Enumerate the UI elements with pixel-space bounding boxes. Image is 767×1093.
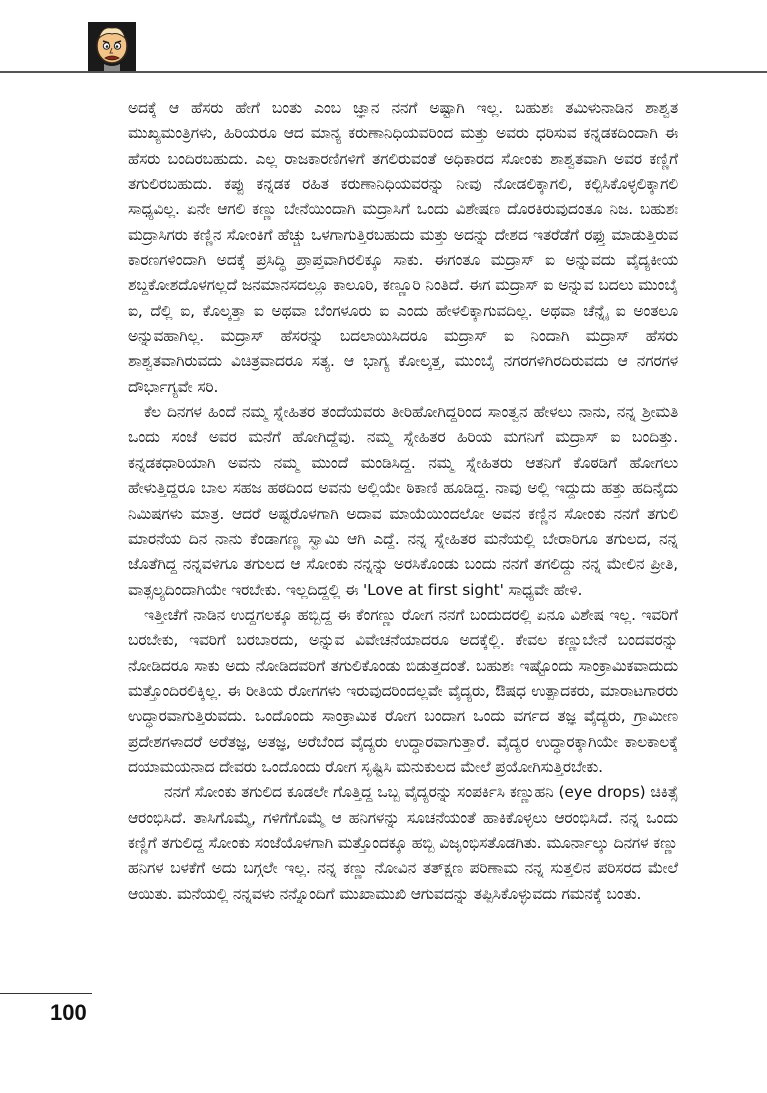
footer-divider [0,993,92,994]
header-divider [0,71,767,73]
paragraph-1: ಅದಕ್ಕೆ ಆ ಹೆಸರು ಹೇಗೆ ಬಂತು ಎಂಬ ಜ್ಞಾನ ನನಗೆ ಅಷ್ಟಾಗಿ ಇಲ್ಲ. ಬಹುಶಃ ತಮಿಳುನಾಡಿನ ಶಾಶ್ವತ ಮುಖ್ಯಮಂತ್ರಿಗಳು, ಹಿರಿಯರೂ ಆದ ಮಾನ್ಯ ಕರುಣಾನಿಧಿಯವರಿಂದ ಮತ್ತು ಅವರು ಧರಿಸುವ ಕನ್ನಡಕದಿಂದಾಗಿ ಈ ಹೆಸರು ಬಂದಿರಬಹುದು. ಎಲ್ಲ ರಾಜಕಾರಣಿಗಳಿಗೆ ತಗಲಿರುವಂತೆ ಅಧಿಕಾರದ ಸೋಂಕು ಶಾಶ್ವತವಾಗಿ ಅವರ ಕಣ್ಣಿಗೆ ತಗುಲಿರಬಹುದು. ಕಪ್ಪು ಕನ್ನಡಕ ರಹಿತ ಕರುಣಾನಿಧಿಯವರನ್ನು ನೀವು ನೋಡಲಿಕ್ಕಾಗಲಿ, ಕಲ್ಪಿಸಿಕೊಳ್ಳಲಿಕ್ಕಾಗಲಿ ಸಾಧ್ಯವಿಲ್ಲ. ಏನೇ ಆಗಲಿ ಕಣ್ಣು ಬೇನೆಯಿಂದಾಗಿ ಮದ್ರಾಸಿಗೆ ಒಂದು ವಿಶೇಷಣ ದೊರಕಿರುವುದಂತೂ ನಿಜ. ಬಹುಶಃ ಮದ್ರಾಸಿಗರು ಕಣ್ಣಿನ ಸೋಂಕಿಗೆ ಹೆಚ್ಚು ಒಳಗಾಗುತ್ತಿರಬಹುದು ಮತ್ತು ಅದನ್ನು ದೇಶದ ಇತರೆಡೆಗೆ ರಫ್ತು ಮಾಡುತ್ತಿರುವ ಕಾರಣಗಳಿಂದಾಗಿ ಅದಕ್ಕೆ ಪ್ರಸಿದ್ಧಿ ಪ್ರಾಪ್ತವಾಗಿರಲಿಕ್ಕೂ ಸಾಕು. ಈಗಂತೂ ಮದ್ರಾಸ್ ಐ ಅನ್ನುವದು ವೈದ್ಯಕೀಯ ಶಬ್ದಕೋಶದೊಳಗಲ್ಲದೆ ಜನಮಾನಸದಲ್ಲೂ ಕಾಲೂರಿ, ಕಣ್ಣೂರಿ ನಿಂತಿದೆ. ಈಗ ಮದ್ರಾಸ್ ಐ ಅನ್ನುವ ಬದಲು ಮುಂಬೈ ಐ, ದೆಲ್ಲಿ ಐ, ಕೊಲ್ಕತ್ತಾ ಐ ಅಥವಾ ಬೆಂಗಳೂರು ಐ ಎಂದು ಹೇಳಲಿಕ್ಕಾಗುವದಿಲ್ಲ. ಅಥವಾ ಚೆನ್ನೈ ಐ ಅಂತಲೂ ಅನ್ನುವಹಾಗಿಲ್ಲ. ಮದ್ರಾಸ್ ಹೆಸರನ್ನು ಬದಲಾಯಿಸಿದರೂ ಮದ್ರಾಸ್ ಐ ನಿಂದಾಗಿ ಮದ್ರಾಸ್ ಹೆಸರು ಶಾಶ್ವತವಾಗಿರುವದು ವಿಚಿತ್ರವಾದರೂ ಸತ್ಯ. ಆ ಭಾಗ್ಯ ಕೋಲ್ಕತ್ತ, ಮುಂಬೈ ನಗರಗಳಿಗಿರದಿರುವದು ಆ ನಗರಗಳ ದೌರ್ಭಾಗ್ಯವೇ ಸರಿ. [128,99,678,396]
cartoon-face-logo-icon [88,22,136,72]
body-text [128,96,678,907]
paragraph-3: ಇತ್ತೀಚೆಗೆ ನಾಡಿನ ಉದ್ದಗಲಕ್ಕೂ ಹಬ್ಬಿದ್ದ ಈ ಕೆಂಗಣ್ಣು ರೋಗ ನನಗೆ ಬಂದುದರಲ್ಲಿ ಏನೂ ವಿಶೇಷ ಇಲ್ಲ. ಇವರಿಗೆ ಬರಬೇಕು, ಇವರಿಗೆ ಬರಬಾರದು, ಅನ್ನುವ ವಿವೇಚನೆಯಾದರೂ ಅದಕ್ಕೆಲ್ಲಿ. ಕೇವಲ ಕಣ್ಣುಬೇನೆ ಬಂದವರನ್ನು ನೋಡಿದರೂ ಸಾಕು ಅದು ನೋಡಿದವರಿಗೆ ತಗುಲಿಕೊಂಡು ಬಿಡುತ್ತದಂತೆ. ಬಹುಶಃ ಇಷ್ಟೊಂದು ಸಾಂಕ್ರಾಮಿಕವಾದುದು ಮತ್ತೊಂದಿರಲಿಕ್ಕಿಲ್ಲ. ಈ ರೀತಿಯ ರೋಗಗಳು ಇರುವುದರಿಂದಲ್ಲವೇ ವೈದ್ಯರು, ಔಷಧ ಉತ್ಪಾದಕರು, ಮಾರಾಟಗಾರರು ಉದ್ಧಾರವಾಗುತ್ತಿರುವದು. ಒಂದೊಂದು ಸಾಂಕ್ರಾಮಿಕ ರೋಗ ಬಂದಾಗ ಒಂದು ವರ್ಗದ ತಜ್ಞ ವೈದ್ಯರು, ಗ್ರಾಮೀಣ ಪ್ರದೇಶಗಳಾದರೆ ಅರೆತಜ್ಞ, ಅತಜ್ಞ, ಅರೆಬೆಂದ ವೈದ್ಯರು ಉದ್ಧಾರವಾಗುತ್ತಾರೆ. ವೈದ್ಯರ ಉದ್ಧಾರಕ್ಕಾಗಿಯೇ ಕಾಲಕಾಲಕ್ಕೆ ದಯಾಮಯನಾದ ದೇವರು ಒಂದೊಂದು ರೋಗ ಸೃಷ್ಟಿಸಿ ಮನುಕುಲದ ಮೇಲೆ ಪ್ರಯೋಗಿಸುತ್ತಿರಬೇಕು. [128,605,678,776]
page-number: 100 [50,1000,87,1025]
paragraph-2: ಕೆಲ ದಿನಗಳ ಹಿಂದೆ ನಮ್ಮ ಸ್ನೇಹಿತರ ತಂದೆಯವರು ತೀರಿಹೋಗಿದ್ದರಿಂದ ಸಾಂತ್ವನ ಹೇಳಲು ನಾನು, ನನ್ನ ಶ್ರೀಮತಿ ಒಂದು ಸಂಜೆ ಅವರ ಮನೆಗೆ ಹೋಗಿದ್ದೆವು. ನಮ್ಮ ಸ್ನೇಹಿತರ ಹಿರಿಯ ಮಗನಿಗೆ ಮದ್ರಾಸ್ ಐ ಬಂದಿತ್ತು. ಕನ್ನಡಕಧಾರಿಯಾಗಿ ಅವನು ನಮ್ಮ ಮುಂದೆ ಮಂಡಿಸಿದ್ದ. ನಮ್ಮ ಸ್ನೇಹಿತರು ಆತನಿಗೆ ಕೊಠಡಿಗೆ ಹೋಗಲು ಹೇಳುತ್ತಿದ್ದರೂ ಬಾಲ ಸಹಜ ಹಠದಿಂದ ಅವನು ಅಲ್ಲಿಯೇ ಠಿಕಾಣಿ ಹೂಡಿದ್ದ. ನಾವು ಅಲ್ಲಿ ಇದ್ದುದು ಹತ್ತು ಹದಿನೈದು ನಿಮಿಷಗಳು ಮಾತ್ರ. ಆದರೆ ಅಷ್ಟರೊಳಗಾಗಿ ಅದಾವ ಮಾಯೆಯಿಂದಲೋ ಅವನ ಕಣ್ಣಿನ ಸೋಂಕು ನನಗೆ ತಗುಲಿ ಮಾರನೆಯ ದಿನ ನಾನು ಕೆಂಡಾಗಣ್ಣ ಸ್ವಾಮಿ ಆಗಿ ಎದ್ದೆ. ನನ್ನ ಸ್ನೇಹಿತರ ಮನೆಯಲ್ಲಿ ಬೇರಾರಿಗೂ ತಗುಲದ, ನನ್ನ ಜೊತೆಗಿದ್ದ ನನ್ನವಳಿಗೂ ತಗುಲದ ಆ ಸೋಂಕು ನನ್ನನ್ನು ಅರಸಿಕೊಂಡು ಬಂದು ನನಗೆ ತಗಲಿದ್ದು ನನ್ನ ಮೇಲಿನ ಪ್ರೀತಿ, ವಾತ್ಸಲ್ಯದಿಂದಾಗಿಯೇ ಇರಬೇಕು. ಇಲ್ಲದಿದ್ದಲ್ಲಿ ಈ 'Love at first sight' ಸಾಧ್ಯವೇ ಹೇಳಿ. [128,403,678,599]
paragraph-4: ನನಗೆ ಸೋಂಕು ತಗುಲಿದ ಕೂಡಲೇ ಗೊತ್ತಿದ್ದ ಒಬ್ಬ ವೈದ್ಯರನ್ನು ಸಂಪರ್ಕಿಸಿ ಕಣ್ಣುಹನಿ (eye drops) ಚಿಕಿತ್ಸೆ ಆರಂಭಿಸಿದೆ. ತಾಸಿಗೊಮ್ಮೆ, ಗಳಿಗೆಗೊಮ್ಮೆ ಆ ಹನಿಗಳನ್ನು ಸೂಚನೆಯಂತೆ ಹಾಕಿಕೊಳ್ಳಲು ಆರಂಭಿಸಿದೆ. ನನ್ನ ಒಂದು ಕಣ್ಣಿಗೆ ತಗುಲಿದ್ದ ಸೋಂಕು ಸಂಜೆಯೊಳಗಾಗಿ ಮತ್ತೊಂದಕ್ಕೂ ಹಬ್ಬಿ ವಿಜೃಂಭಿಸತೊಡಗಿತು. ಮೂರ್ನಾಲ್ಕು ದಿನಗಳ ಕಣ್ಣು ಹನಿಗಳ ಬಳಕೆಗೆ ಅದು ಬಗ್ಗಲೇ ಇಲ್ಲ. ನನ್ನ ಕಣ್ಣು ನೋವಿನ ತತ್ಕ್ಷಣ ಪರಿಣಾಮ ನನ್ನ ಸುತ್ತಲಿನ ಪರಿಸರದ ಮೇಲೆ ಆಯಿತು. ಮನೆಯಲ್ಲಿ ನನ್ನವಳು ನನ್ನೊಂದಿಗೆ ಮುಖಾಮುಖಿ ಆಗುವದನ್ನು ತಪ್ಪಿಸಿಕೊಳ್ಳುವದು ಗಮನಕ್ಕೆ ಬಂತು. [128,783,678,903]
